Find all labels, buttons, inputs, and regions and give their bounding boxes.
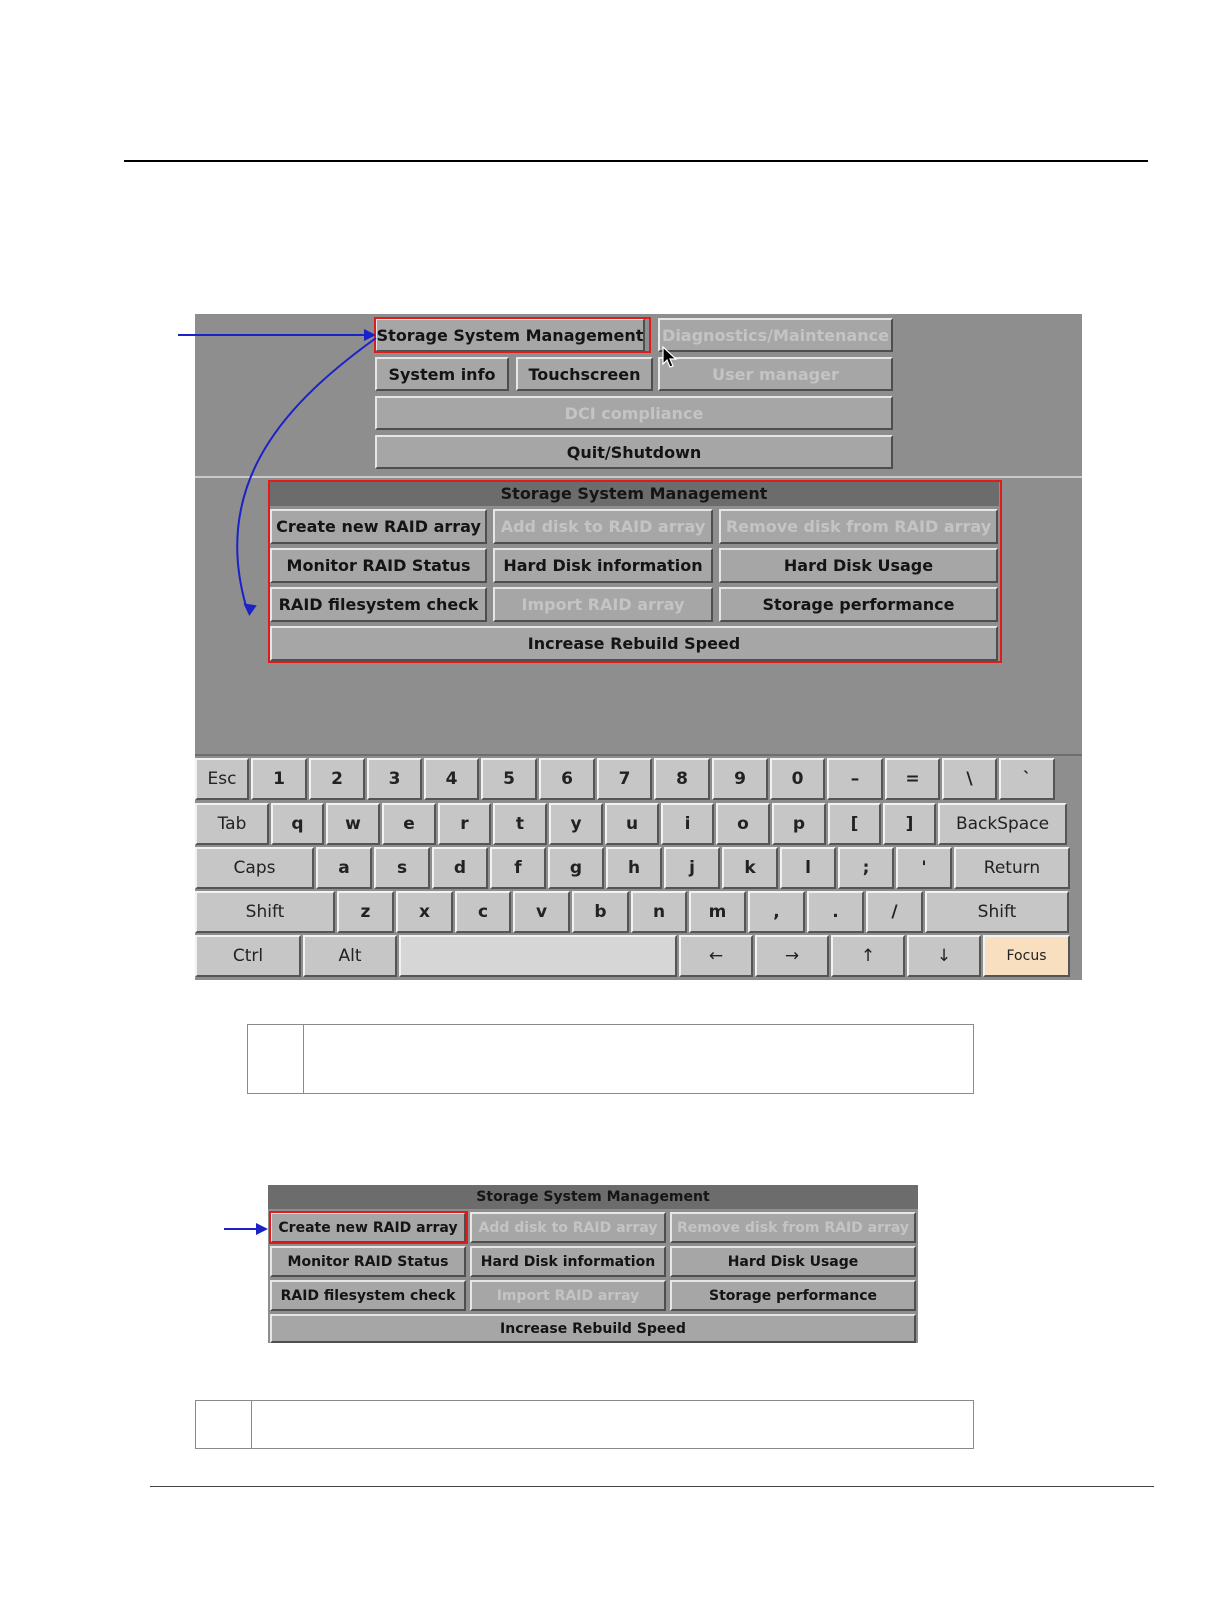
key-sym-10[interactable]: ; xyxy=(838,847,894,889)
key-focus[interactable]: Focus xyxy=(983,935,1070,977)
key-tab[interactable]: Tab xyxy=(195,803,269,845)
key-4[interactable]: 4 xyxy=(424,758,479,800)
key-y[interactable]: y xyxy=(549,803,603,845)
key-7[interactable]: 7 xyxy=(597,758,652,800)
key-v[interactable]: v xyxy=(513,891,570,933)
key-t[interactable]: t xyxy=(493,803,547,845)
storage-panel-title: Storage System Management xyxy=(269,481,999,506)
key-c[interactable]: c xyxy=(455,891,511,933)
key-return[interactable]: Return xyxy=(954,847,1070,889)
key-8[interactable]: 8 xyxy=(654,758,710,800)
screenshot-storage-panel xyxy=(268,1185,918,1343)
key-j[interactable]: j xyxy=(664,847,720,889)
key-a[interactable]: a xyxy=(316,847,372,889)
remove-disk-button[interactable]: Remove disk from RAID array xyxy=(719,509,998,544)
key-z[interactable]: z xyxy=(337,891,394,933)
key-sym-12[interactable]: ] xyxy=(883,803,936,845)
key-sym-5[interactable]: ↑ xyxy=(831,935,905,977)
footer-rule xyxy=(150,1486,1154,1487)
callout-arrow-2 xyxy=(222,1222,272,1236)
hard-disk-information-button[interactable]: Hard Disk information xyxy=(470,1246,666,1277)
storage-performance-button[interactable]: Storage performance xyxy=(719,587,998,622)
key-sym-12[interactable]: = xyxy=(885,758,940,800)
key-k[interactable]: k xyxy=(722,847,778,889)
import-raid-array-button[interactable]: Import RAID array xyxy=(493,587,713,622)
hard-disk-information-button[interactable]: Hard Disk information xyxy=(493,548,713,583)
note-box xyxy=(247,1024,974,1094)
key-space[interactable] xyxy=(399,935,677,977)
key-alt[interactable]: Alt xyxy=(303,935,397,977)
key-e[interactable]: e xyxy=(382,803,436,845)
callout-arrows xyxy=(170,320,390,620)
monitor-raid-status-button[interactable]: Monitor RAID Status xyxy=(270,548,487,583)
key-u[interactable]: u xyxy=(605,803,659,845)
key-sym-11[interactable]: – xyxy=(827,758,883,800)
keyboard-separator xyxy=(195,754,1082,756)
key-g[interactable]: g xyxy=(548,847,604,889)
note-icon-cell xyxy=(196,1401,252,1448)
hard-disk-usage-button[interactable]: Hard Disk Usage xyxy=(670,1246,916,1277)
touchscreen-button[interactable]: Touchscreen xyxy=(516,357,653,391)
raid-filesystem-check-button[interactable]: RAID filesystem check xyxy=(270,1280,466,1311)
key-h[interactable]: h xyxy=(606,847,662,889)
key-sym-13[interactable]: \ xyxy=(942,758,997,800)
key-1[interactable]: 1 xyxy=(251,758,307,800)
hard-disk-usage-button[interactable]: Hard Disk Usage xyxy=(719,548,998,583)
key-sym-14[interactable]: ` xyxy=(999,758,1055,800)
key-m[interactable]: m xyxy=(689,891,746,933)
note-icon-cell xyxy=(248,1025,304,1093)
key-caps[interactable]: Caps xyxy=(195,847,314,889)
key-d[interactable]: d xyxy=(432,847,488,889)
key-esc[interactable]: Esc xyxy=(195,758,249,800)
key-x[interactable]: x xyxy=(396,891,453,933)
increase-rebuild-speed-button[interactable]: Increase Rebuild Speed xyxy=(270,626,998,661)
key-q[interactable]: q xyxy=(271,803,324,845)
key-l[interactable]: l xyxy=(780,847,836,889)
add-disk-button[interactable]: Add disk to RAID array xyxy=(493,509,713,544)
mouse-cursor-icon xyxy=(662,346,678,370)
user-manager-button[interactable]: User manager xyxy=(658,357,893,391)
key-backspace[interactable]: BackSpace xyxy=(938,803,1067,845)
monitor-raid-status-button[interactable]: Monitor RAID Status xyxy=(270,1246,466,1277)
key-shift[interactable]: Shift xyxy=(195,891,335,933)
create-raid-array-button[interactable]: Create new RAID array xyxy=(270,1212,466,1243)
raid-filesystem-check-button[interactable]: RAID filesystem check xyxy=(270,587,487,622)
storage-system-management-button[interactable]: Storage System Management xyxy=(375,318,645,352)
key-9[interactable]: 9 xyxy=(712,758,768,800)
key-o[interactable]: o xyxy=(716,803,770,845)
increase-rebuild-speed-button[interactable]: Increase Rebuild Speed xyxy=(270,1314,916,1343)
arrow-head-icon xyxy=(256,1223,268,1235)
add-disk-button[interactable]: Add disk to RAID array xyxy=(470,1212,666,1243)
key-sym-9[interactable]: . xyxy=(807,891,864,933)
key-3[interactable]: 3 xyxy=(367,758,422,800)
storage-performance-button[interactable]: Storage performance xyxy=(670,1280,916,1311)
key-sym-10[interactable]: / xyxy=(866,891,923,933)
key-r[interactable]: r xyxy=(438,803,491,845)
header-rule xyxy=(124,160,1148,162)
quit-shutdown-button[interactable]: Quit/Shutdown xyxy=(375,435,893,469)
key-sym-6[interactable]: ↓ xyxy=(907,935,981,977)
note-box xyxy=(195,1400,974,1449)
arrow-head-icon xyxy=(239,598,256,616)
import-raid-array-button[interactable]: Import RAID array xyxy=(470,1280,666,1311)
key-sym-11[interactable]: ' xyxy=(896,847,952,889)
key-shift[interactable]: Shift xyxy=(925,891,1069,933)
key-w[interactable]: w xyxy=(326,803,380,845)
create-raid-array-button[interactable]: Create new RAID array xyxy=(270,509,487,544)
key-2[interactable]: 2 xyxy=(309,758,365,800)
remove-disk-button[interactable]: Remove disk from RAID array xyxy=(670,1212,916,1243)
key-n[interactable]: n xyxy=(631,891,687,933)
storage-panel-title: Storage System Management xyxy=(268,1185,918,1209)
key-s[interactable]: s xyxy=(374,847,430,889)
key-0[interactable]: 0 xyxy=(770,758,825,800)
key-5[interactable]: 5 xyxy=(481,758,537,800)
key-sym-8[interactable]: , xyxy=(748,891,805,933)
key-i[interactable]: i xyxy=(661,803,714,845)
system-info-button[interactable]: System info xyxy=(375,357,509,391)
dci-compliance-button[interactable]: DCI compliance xyxy=(375,396,893,430)
key-sym-3[interactable]: ← xyxy=(679,935,753,977)
key-6[interactable]: 6 xyxy=(539,758,595,800)
key-sym-11[interactable]: [ xyxy=(828,803,881,845)
diagnostics-maintenance-button[interactable]: Diagnostics/Maintenance xyxy=(658,318,893,352)
key-p[interactable]: p xyxy=(772,803,826,845)
key-b[interactable]: b xyxy=(572,891,629,933)
key-ctrl[interactable]: Ctrl xyxy=(195,935,301,977)
key-f[interactable]: f xyxy=(490,847,546,889)
key-sym-4[interactable]: → xyxy=(755,935,829,977)
